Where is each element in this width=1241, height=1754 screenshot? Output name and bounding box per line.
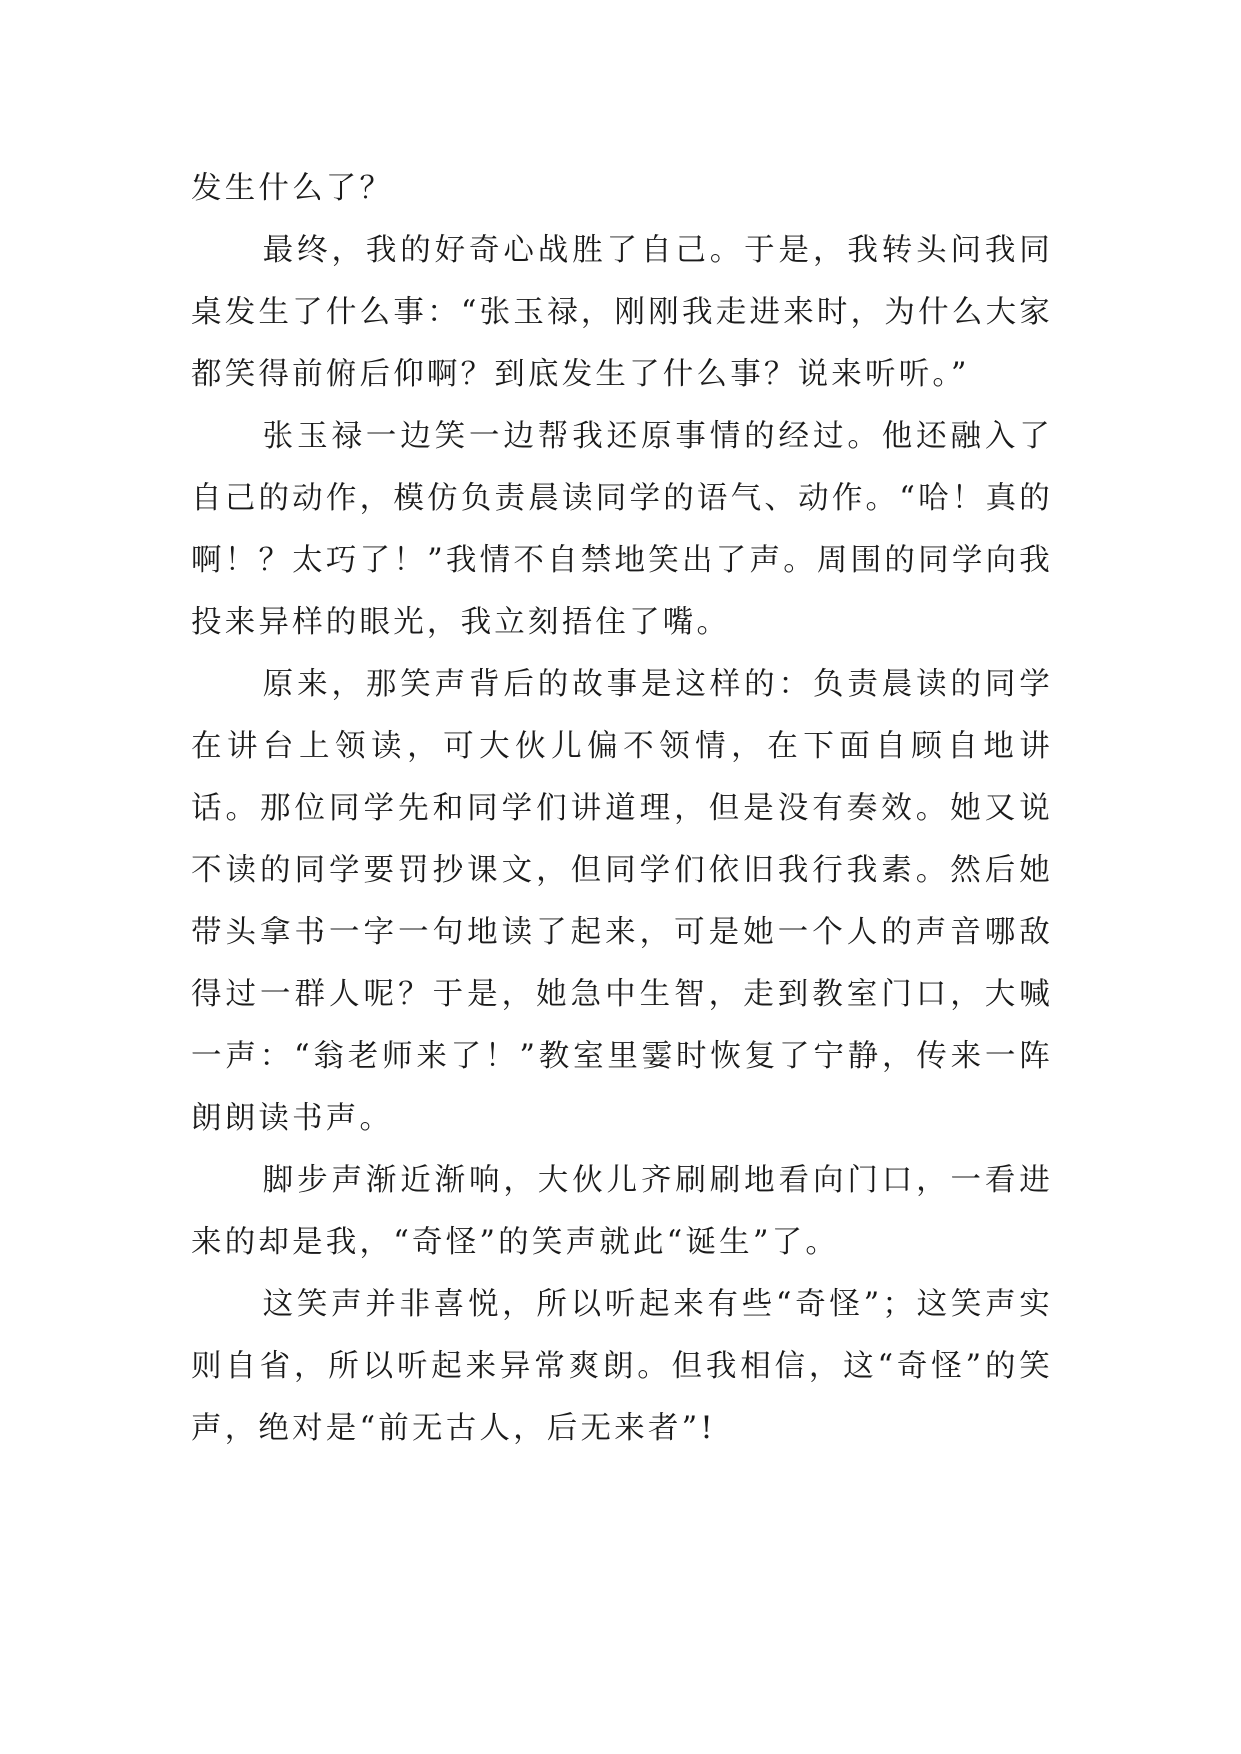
paragraph-2: 最终，我的好奇心战胜了自己。于是，我转头问我同桌发生了什么事：“张玉禄，刚刚我走进来时，为什么大家都笑得前俯后仰啊？到底发生了什么事？说来听听。”	[191, 233, 1053, 392]
paragraph-4: 原来，那笑声背后的故事是这样的：负责晨读的同学在讲台上领读，可大伙儿偏不领情，在下面自顾自地讲话。那位同学先和同学们讲道理，但是没有奏效。她又说不读的同学要罚抄课文，但同学们依旧我行我素。然后她带头拿书一字一句地读了起来，可是她一个人的声音哪敌得过一群人呢？于是，她急中生智，走到教室门口，大喊一声：“翁老师来了！”教室里霎时恢复了宁静，传来一阵朗朗读书声。	[191, 667, 1053, 1136]
paragraph-6: 这笑声并非喜悦，所以听起来有些“奇怪”；这笑声实则自省，所以听起来异常爽朗。但我相信，这“奇怪”的笑声，绝对是“前无古人，后无来者”!	[191, 1287, 1053, 1446]
paragraph-5: 脚步声渐近渐响，大伙儿齐刷刷地看向门口，一看进来的却是我，“奇怪”的笑声就此“诞生”了。	[191, 1163, 1053, 1260]
essay-body	[191, 158, 1053, 1460]
paragraph-1: 发生什么了？	[191, 171, 394, 206]
paragraph-3: 张玉禄一边笑一边帮我还原事情的经过。他还融入了自己的动作，模仿负责晨读同学的语气、动作。“哈！真的啊！？太巧了！”我情不自禁地笑出了声。周围的同学向我投来异样的眼光，我立刻捂住了嘴。	[191, 419, 1053, 640]
